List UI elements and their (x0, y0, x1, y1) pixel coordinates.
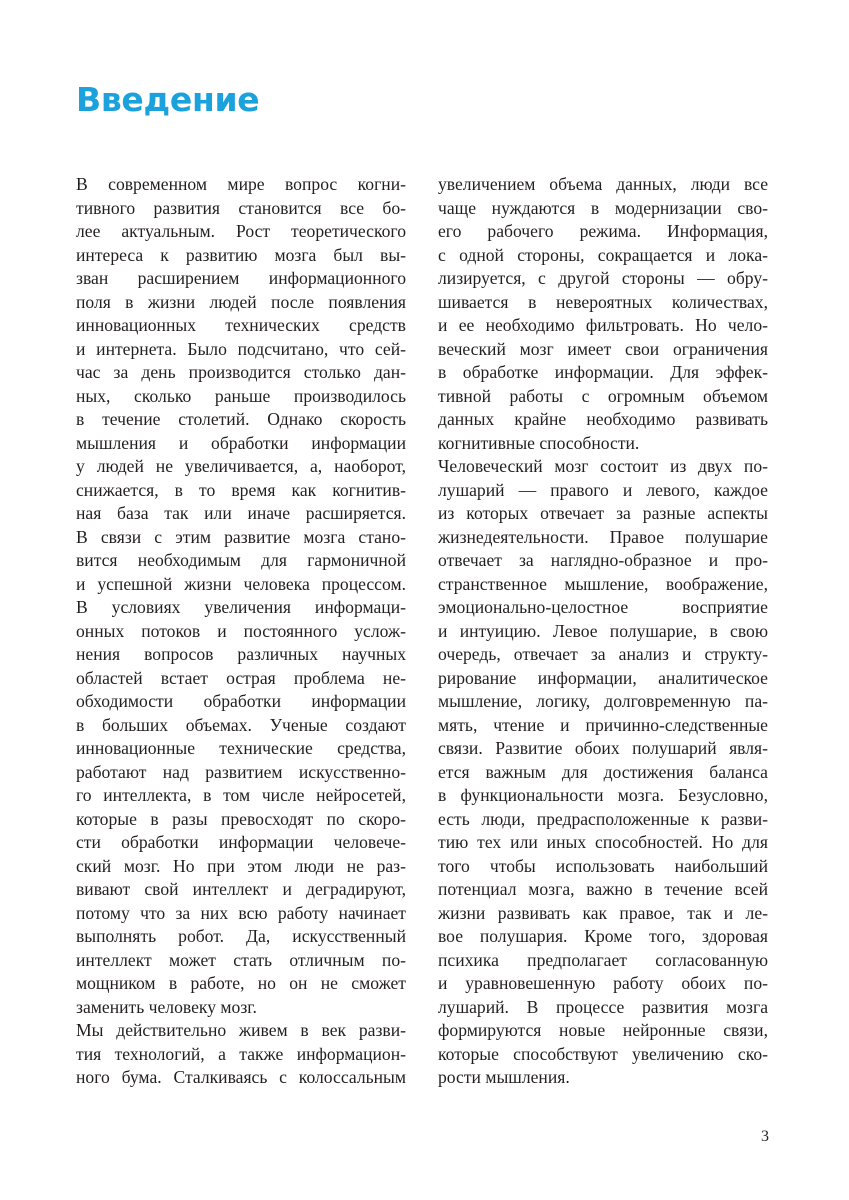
text-line: шивается в невероятных количествах, (438, 291, 768, 312)
text-column-right (438, 173, 768, 1090)
text-line: веческий мозг имеет свои ограничения (438, 338, 768, 359)
text-line: рирование информации, аналитическое (438, 667, 768, 688)
text-line: формируются новые нейронные связи, (438, 1020, 768, 1040)
text-column-left (76, 173, 406, 1090)
text-line: жизнедеятельности. Правое полушарие (438, 526, 768, 547)
text-line: связи. Развитие обоих полушарий явля- (438, 738, 768, 758)
text-line: потому что за них всю работу начинает (76, 902, 406, 923)
text-line: жизни развивать как правое, так и ле- (438, 902, 768, 923)
text-line: в больших объемах. Ученые создают (76, 714, 406, 735)
text-line: сти обработки информации человече- (76, 832, 406, 852)
text-line: в течение столетий. Однако скорость (76, 409, 406, 429)
text-line: очередь, отвечает за анализ и структу- (438, 644, 768, 664)
text-line: психика предполагает согласованную (438, 949, 768, 970)
text-line: есть люди, предрасположенные к разви- (438, 808, 768, 829)
text-line: интеллект может стать отличным по- (76, 949, 406, 970)
text-line: вится необходимым для гармоничной (76, 550, 406, 570)
text-line: его рабочего режима. Информация, (438, 221, 768, 241)
text-line: которые в разы превосходят по скоро- (76, 808, 406, 829)
text-line: рости мышления. (438, 1067, 570, 1087)
text-line: тия технологий, а также информацион- (76, 1043, 406, 1064)
text-line: лушарий. В процессе развития мозга (438, 996, 768, 1017)
page-number: 3 (761, 1128, 769, 1145)
text-line: В условиях увеличения информаци- (76, 597, 406, 617)
text-line: отвечает за наглядно-образное и про- (438, 550, 768, 570)
text-line: эмоционально-целостное восприятие (438, 597, 768, 617)
text-line: ных, сколько раньше производилось (76, 385, 406, 406)
text-line: когнитивные способности. (438, 432, 640, 453)
text-line: ский мозг. Но при этом люди не раз- (76, 855, 406, 876)
text-line: ется важным для достижения баланса (438, 761, 768, 782)
text-line: Мы действительно живем в век разви- (76, 1020, 406, 1040)
text-line: и успешной жизни человека процессом. (76, 573, 406, 594)
text-line: тивной работы с огромным объемом (438, 385, 768, 406)
text-line: обходимости обработки информации (76, 691, 406, 711)
text-line: с одной стороны, сокращается и лока- (438, 244, 768, 265)
text-line: инновационные технические средства, (76, 738, 406, 758)
text-line: которые способствуют увеличению ско- (438, 1043, 768, 1064)
text-line: тию тех или иных способностей. Но для (438, 832, 768, 852)
text-line: в обработке информации. Для эффек- (438, 362, 768, 382)
text-line: лушарий — правого и левого, каждое (438, 479, 768, 500)
text-line: лизируется, с другой стороны — обру- (438, 268, 768, 288)
text-line: мять, чтение и причинно-следственные (438, 714, 768, 735)
text-line: вивают свой интеллект и деградируют, (76, 879, 406, 899)
text-line: и интуицию. Левое полушарие, в свою (438, 620, 768, 641)
text-line: мышления и обработки информации (76, 432, 406, 453)
text-line: областей встает острая проблема не- (76, 667, 406, 688)
text-line: из которых отвечает за разные аспекты (438, 503, 768, 523)
text-line: инновационных технических средств (76, 315, 406, 335)
text-line: ная база так или иначе расширяется. (76, 503, 406, 523)
text-line: мощником в работе, но он не сможет (76, 973, 406, 993)
text-line: мышление, логику, долговременную па- (438, 691, 768, 711)
text-line: поля в жизни людей после появления (76, 291, 406, 312)
text-line: у людей не увеличивается, а, наоборот, (76, 456, 406, 476)
text-line: нения вопросов различных научных (76, 644, 406, 664)
text-line: го интеллекта, в том числе нейросетей, (76, 785, 406, 805)
text-line: В связи с этим развитие мозга стано- (76, 526, 406, 547)
text-line: заменить человеку мозг. (76, 996, 257, 1017)
text-line: и ее необходимо фильтровать. Но чело- (438, 315, 768, 335)
text-line: увеличением объема данных, люди все (438, 174, 768, 194)
text-line: данных крайне необходимо развивать (438, 409, 768, 429)
text-line: интереса к развитию мозга был вы- (76, 244, 406, 265)
text-line: снижается, в то время как когнитив- (76, 479, 406, 500)
text-line: странственное мышление, воображение, (438, 573, 768, 594)
text-line: лее актуальным. Рост теоретического (76, 221, 406, 241)
text-line: чаще нуждаются в модернизации сво- (438, 197, 768, 218)
text-line: Человеческий мозг состоит из двух по- (438, 456, 768, 476)
text-line: онных потоков и постоянного услож- (76, 620, 406, 641)
text-line: зван расширением информационного (76, 268, 406, 288)
text-line: вое полушария. Кроме того, здоровая (438, 926, 768, 946)
text-line: того чтобы использовать наибольший (438, 855, 768, 876)
text-line: выполнять робот. Да, искусственный (76, 926, 406, 946)
text-line: тивного развития становится все бо- (76, 197, 406, 218)
text-line: работают над развитием искусственно- (76, 761, 406, 782)
text-line: в функциональности мозга. Безусловно, (438, 785, 768, 805)
text-line: В современном мире вопрос когни- (76, 174, 406, 194)
text-line: и интернета. Было подсчитано, что сей- (76, 338, 406, 359)
text-line: ного бума. Сталкиваясь с колоссальным (76, 1067, 406, 1087)
page-title: Введение (76, 80, 260, 119)
text-line: и уравновешенную работу обоих по- (438, 973, 768, 993)
text-line: потенциал мозга, важно в течение всей (438, 879, 768, 899)
text-line: час за день производится столько дан- (76, 362, 406, 382)
